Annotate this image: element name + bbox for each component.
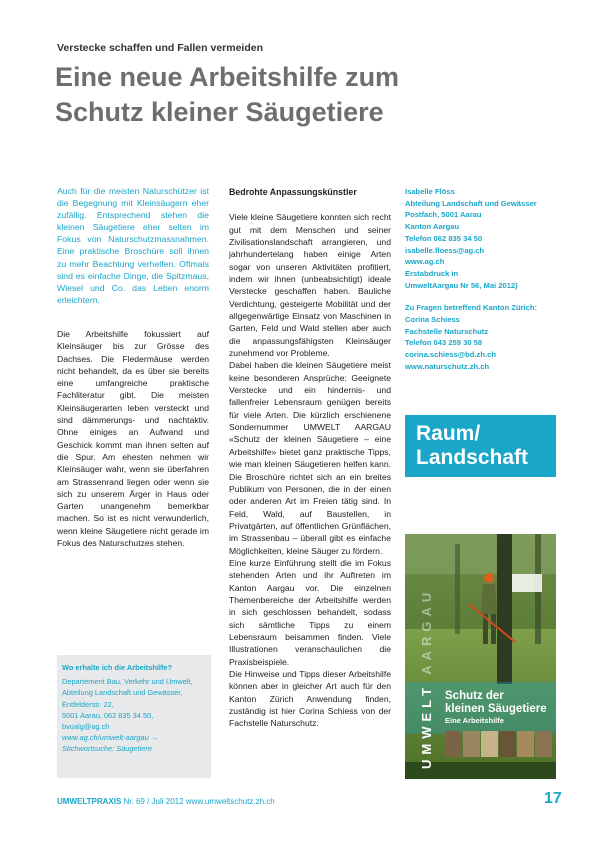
- cover-subtitle: Eine Arbeitshilfe: [445, 716, 504, 725]
- body-paragraph: Viele kleine Säugetiere konnten sich recht gut mit dem Menschen und seiner Zivilisationslandschaft arrangieren, und jahrhundertelang haben einige Arten sogar von unseren Aktivitäten profitiert, indem wir ihnen (unbeabsichtigt) ideale Verstecke geschaffen haben. Bauliche Verdichtung, gesteigerte Mobilität und der allgegenwärtige Einsatz von Maschinen in Garten, Feld und Wald stellen aber auch die anpassungsfähigsten Kleinsäuger zunehmend vor Probleme.: [229, 212, 391, 359]
- section-heading: Bedrohte Anpassungskünstler: [229, 187, 357, 197]
- kicker: Verstecke schaffen und Fallen vermeiden: [57, 42, 264, 54]
- info-box-title: Wo erhalte ich die Arbeitshilfe?: [62, 663, 173, 672]
- contact-web-link[interactable]: www.naturschutz.zh.ch: [405, 361, 490, 371]
- page-footer: [57, 797, 275, 806]
- info-box-line: Entfelderstr. 22,: [62, 699, 114, 709]
- footer-brand: UMWELTPRAXIS: [57, 797, 122, 806]
- body-paragraph: Die Hinweise und Tipps dieser Arbeitshilfe können aber in gleicher Art auch für den Kanton Zürich Anwendung finden, zuständig ist hier Corina Schiess von der Fachstelle Naturschutz.: [229, 669, 391, 729]
- info-box-line: Abteilung Landschaft und Gewässer,: [62, 688, 183, 698]
- info-box-line: 5001 Aarau, 062 835 34 50,: [62, 710, 154, 720]
- contact-line: Zu Fragen betreffend Kanton Zürich:: [405, 303, 538, 313]
- section-tag: [405, 415, 556, 477]
- page-title-line-1: Eine neue Arbeitshilfe zum: [55, 62, 400, 92]
- lead-paragraph: Auch für die meisten Naturschützer ist die Begegnung mit Kleinsäugern eher zufällig. Entsprechend stehen die kleinen Säugetiere eher selten im Fokus von Naturschutzmassnahmen. Eine praktische Broschüre soll ihnen zu mehr Beachtung verhelfen. Oftmals sind es einfache Dinge, die Spitzmaus, Wiesel und Co. das Leben enorm erleichtern.: [57, 186, 209, 305]
- footer-issue: Nr. 69 / Juli 2012: [123, 797, 184, 806]
- info-box: [57, 655, 211, 778]
- article-column-1: [57, 185, 209, 549]
- contact-line: Postfach, 5001 Aarau: [405, 210, 482, 220]
- footer-url[interactable]: www.umweltschutz.zh.ch: [185, 797, 275, 806]
- contact-line: Isabelle Flöss: [405, 187, 455, 196]
- info-box-keyword: Stichwortsuche: Säugetiere: [62, 744, 152, 754]
- body-paragraph: Dabei haben die kleinen Säugetiere meist keine besonderen Ansprüche: Geeignete Verstecke und ein hindernis- und fallenfreier Lebensraum genügen bereits für viele Arten. Die kürzlich erschienene Sondernummer UMWELT AARGAU «Schutz der kleinen Säugetiere – eine Arbeitshilfe» bietet ganz praktische Tipps, wie man kleinen Säugetieren helfen kann. Die Broschüre richtet sich an ein breites Publikum von Personen, die in der einen oder anderen Art im Freien tätig sind. In Feld, Wald, auf Baustellen, in Privatgärten, auf öffentlichen Grünflächen, im Strassenbau – überall gibt es einfache Möglichkeiten, kleine Säuger zu fördern.: [229, 360, 391, 556]
- contact-email-link[interactable]: corina.schiess@bd.zh.ch: [405, 350, 496, 360]
- contact-zurich: [405, 302, 555, 372]
- contact-line: Corina Schiess: [405, 315, 460, 325]
- info-box-email-link[interactable]: bvualg@ag.ch: [62, 722, 110, 732]
- contact-line: Abteilung Landschaft und Gewässer: [405, 198, 537, 208]
- contact-line: Erstabdruck in: [405, 268, 459, 278]
- contact-web-link[interactable]: www.ag.ch: [405, 257, 445, 267]
- contact-line: UmweltAargau Nr 56, Mai 2012): [405, 280, 518, 290]
- contact-line: Kanton Aargau: [405, 222, 460, 232]
- page-title-line-2: Schutz kleiner Säugetiere: [55, 97, 384, 127]
- cover-masthead: [419, 588, 434, 769]
- brochure-cover-image: [405, 534, 556, 779]
- cover-title-line-2: kleinen Säugetiere: [445, 702, 547, 715]
- cover-title: [445, 690, 547, 715]
- cover-masthead-part-2: AARGAU: [419, 587, 434, 675]
- contact-aargau: [405, 186, 555, 291]
- contact-line: Fachstelle Naturschutz: [405, 326, 489, 336]
- contact-column: [405, 186, 555, 373]
- contact-phone: Telefon 062 835 34 50: [405, 233, 483, 243]
- page-title: [55, 60, 555, 130]
- body-paragraph: Die Arbeitshilfe fokussiert auf Kleinsäuger bis zur Grösse des Dachses. Die Fledermäuse werden nicht behandelt, da es über sie bereits eine umfangreiche praktische Fachliteratur gibt. Die meisten Kleinsäugerarten leben versteckt und sind dämmerungs- und nachtaktiv. Ohne einiges an Aufwand und Geschick kommt man ihnen selten auf die Spur. Am ehesten nehmen wir Kleinsäuger wahr, wenn sie überfahren am Strassenrand liegen oder wenn sie sich zu unserem Ärger in Haus oder Garten unangenehm bemerkbar machen. So ist es nicht verwunderlich, wenn kleine Säugetiere nicht gerade im Fokus des Naturschutzes stehen.: [57, 328, 209, 548]
- section-tag-line-1: Raum/: [416, 422, 481, 445]
- cover-masthead-part-1: UMWELT: [419, 682, 434, 769]
- contact-email-link[interactable]: isabelle.floess@ag.ch: [405, 245, 485, 255]
- info-box-web-link[interactable]: www.ag.ch/umwelt-aargau →: [62, 733, 159, 743]
- cover-title-line-1: Schutz der: [445, 690, 504, 702]
- page-number: 17: [544, 790, 562, 807]
- body-paragraph: Eine kurze Einführung stellt die im Fokus stehenden Arten und ihr Auftreten im Kanton Aargau vor. Die einzelnen Themenbereiche der Arbeitshilfe werden in sich geschlossen behandelt, sodass sich sämtliche Tipps zu einem Lebensraum beisammen finden. Viele Illustrationen veranschaulichen die Praxisbeispiele.: [229, 557, 391, 667]
- info-box-line: Departement Bau, Verkehr und Umwelt,: [62, 677, 193, 687]
- article-column-2: [229, 186, 391, 730]
- section-tag-line-2: Landschaft: [416, 446, 529, 469]
- contact-phone: Telefon 043 259 30 58: [405, 338, 483, 348]
